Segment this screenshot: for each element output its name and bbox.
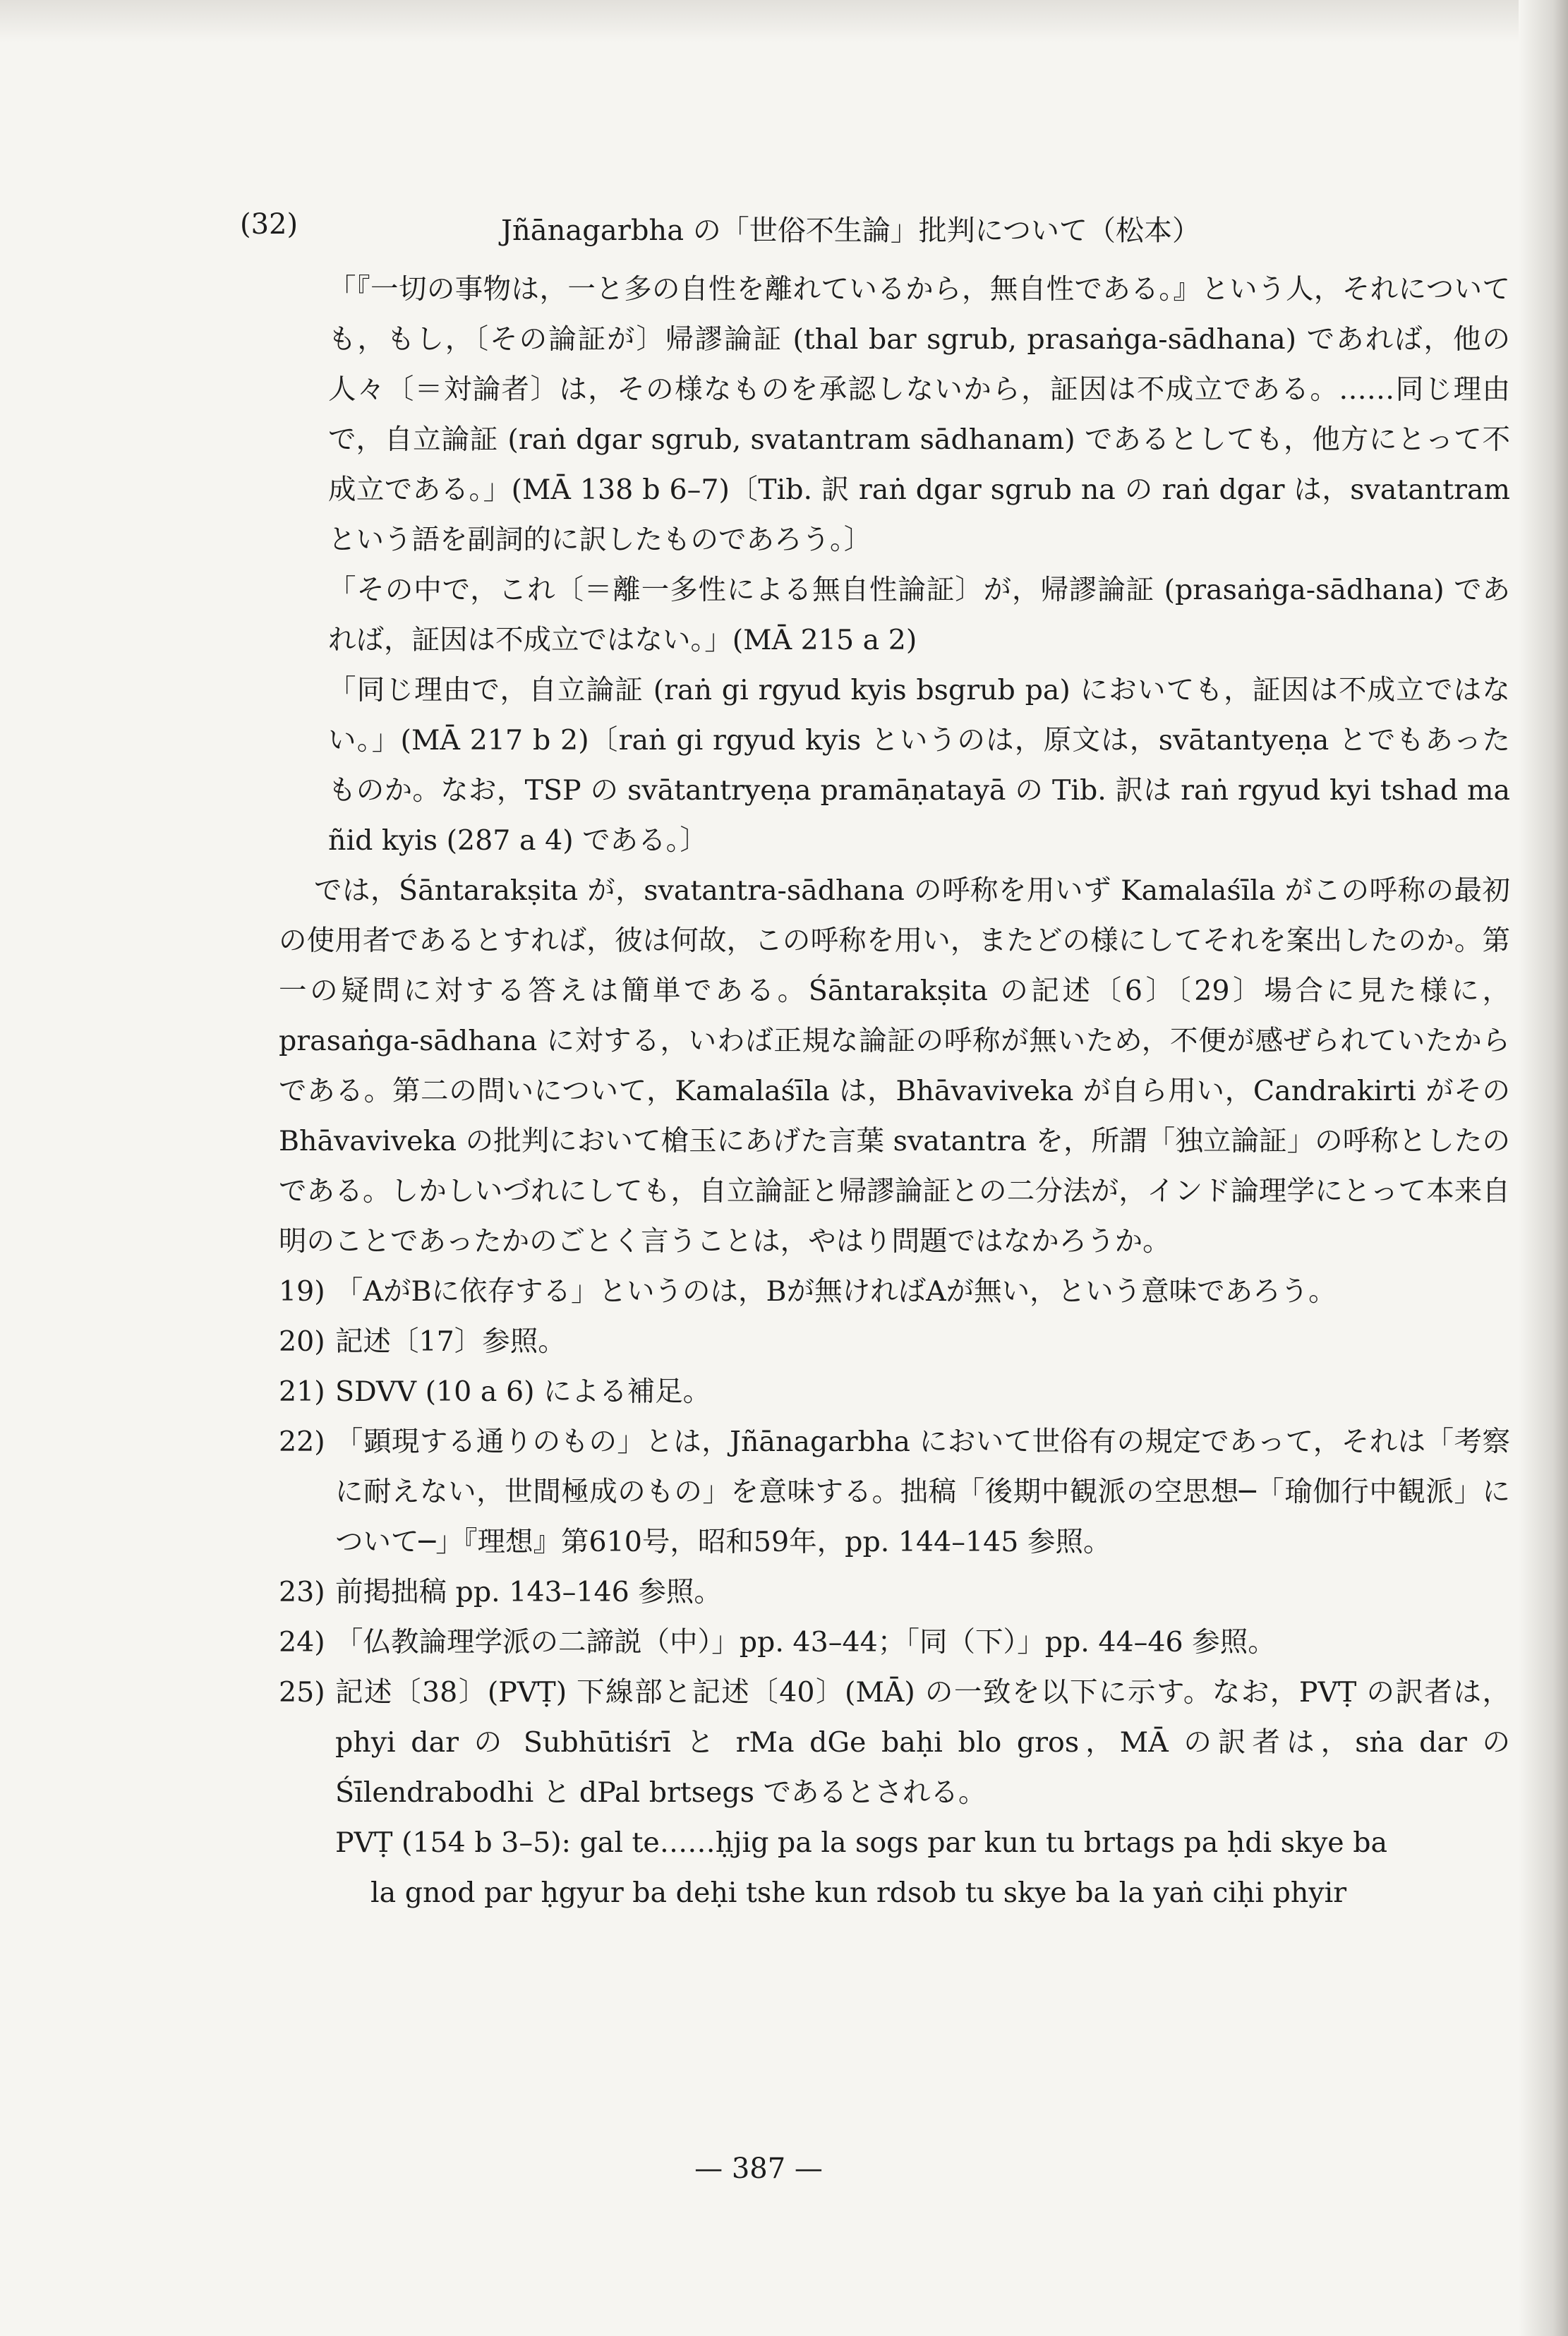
page-header [240, 208, 1355, 258]
scan-shadow-right [1519, 0, 1568, 2336]
footnote-text: 記述〔38〕(PVṬ) 下線部と記述〔40〕(MĀ) の一致を以下に示す。なお，PVṬ の訳者は，phyi dar の Subhūtiśrī と rMa dGe baḥi blo gros，MĀ の訳者は，sṅa dar の Śīlendrabodhi と dPal brtsegs であるとされる。 [335, 1676, 1510, 1809]
footnote-text: 「AがBに依存する」というのは，Bが無ければAが無い，という意味であろう。 [335, 1275, 1337, 1308]
footnote-25 [279, 1668, 1510, 1818]
quote-line: la gnod par ḥgyur ba deḥi tshe kun rdsob tu skye ba la yaṅ ciḥi phyir [370, 1877, 1347, 1909]
footnote-number: 25) [279, 1676, 325, 1709]
footnote-number: 24) [279, 1626, 325, 1658]
footnote-text: 「顕現する通りのもの」とは，Jñānagarbha において世俗有の規定であって，それは「考察に耐えない，世間極成のもの」を意味する。拙稿「後期中観派の空思想─「瑜伽行中観派」について─」『理想』第610号，昭和59年，pp. 144–145 参照。 [335, 1426, 1510, 1558]
footnote-text: SDVV (10 a 6) による補足。 [335, 1375, 711, 1408]
footnote-23 [279, 1567, 1510, 1618]
footnote-number: 23) [279, 1576, 325, 1608]
footnote-number: 20) [279, 1325, 325, 1358]
footnote-text: 前掲拙稿 pp. 143–146 参照。 [335, 1576, 722, 1608]
footnote-25-quote [335, 1818, 1510, 1918]
footnote-20 [279, 1317, 1510, 1367]
footnote-number: 21) [279, 1375, 325, 1408]
footnote-21 [279, 1367, 1510, 1417]
footnote-text: 「仏教論理学派の二諦説（中）」pp. 43–44；「同（下）」pp. 44–46 参照。 [335, 1626, 1276, 1658]
footnote-number: 19) [279, 1275, 325, 1308]
running-title: Jñānagarbha の「世俗不生論」批判について（松本） [501, 215, 1200, 247]
quote-line: PVṬ (154 b 3–5): gal te……ḥjig pa la sogs par kun tu brtags pa ḥdi skye ba [335, 1826, 1388, 1859]
footnote-19 [279, 1267, 1510, 1317]
page-label: (32) [240, 208, 298, 241]
footnote-text: 記述〔17〕参照。 [335, 1325, 566, 1358]
footnote-22 [279, 1417, 1510, 1567]
footnote-24 [279, 1618, 1510, 1668]
quote-ma-215: 「その中で，これ〔＝離一多性による無自性論証〕が，帰謬論証 (prasaṅga-sādhana) であれば，証因は不成立ではない。」(MĀ 215 a 2) [328, 574, 1510, 656]
page-number: — 387 — [694, 2153, 823, 2185]
body-text [279, 265, 1510, 1918]
scan-shadow-top [0, 0, 1568, 42]
quote-ma-217: 「同じ理由で，自立論証 (raṅ gi rgyud kyis bsgrub pa) においても，証因は不成立ではない。」(MĀ 217 b 2)〔raṅ gi rgyud kyis というのは，原文は，svātantyeṇa とでもあったものか。なお，TSP の svātantryeṇa pramāṇatayā の Tib. 訳は raṅ rgyud kyi tshad ma ñid kyis (287 a 4) である。〕 [328, 674, 1510, 857]
footnote-number: 22) [279, 1426, 325, 1458]
body-paragraph: では，Śāntarakṣita が，svatantra-sādhana の呼称を用いず Kamalaśīla がこの呼称の最初の使用者であるとすれば，彼は何故，この呼称を用い，またどの様にしてそれを案出したのか。第一の疑問に対する答えは簡単である。Śāntarakṣita の記述〔6〕〔29〕場合に見た様に，prasaṅga-sādhana に対する，いわば正規な論証の呼称が無いため，不便が感ぜられていたからである。第二の問いについて，Kamalaśīla は，Bhāvaviveka が自ら用い，Candrakirti がその Bhāvaviveka の批判において槍玉にあげた言葉 svatantra を，所謂「独立論証」の呼称としたのである。しかしいづれにしても，自立論証と帰謬論証との二分法が，インド論理学にとって本来自明のことであったかのごとく言うことは，やはり問題ではなかろうか。 [279, 874, 1511, 1258]
quote-ma-138: 「『一切の事物は，一と多の自性を離れているから，無自性である。』という人，それについても，もし，〔その論証が〕帰謬論証 (thal bar sgrub, prasaṅga-sādhana) であれば，他の人々〔＝対論者〕は，その様なものを承認しないから，証因は不成立である。……同じ理由で，自立論証 (raṅ dgar sgrub, svatantram sādhanam) であるとしても，他方にとって不成立である。」(MĀ 138 b 6–7)〔Tib. 訳 raṅ dgar sgrub na の raṅ dgar は，svatantram という語を副詞的に訳したものであろう。〕 [328, 273, 1511, 556]
